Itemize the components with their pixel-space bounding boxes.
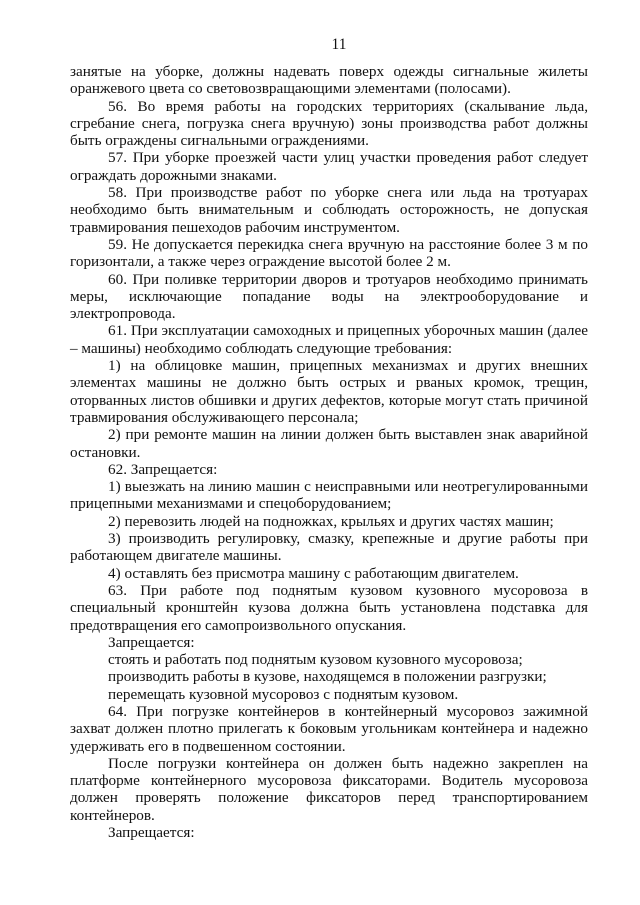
paragraph: производить работы в кузове, находящемся в положении разгрузки;: [108, 668, 547, 686]
paragraph: 58. При производстве работ по уборке снега или льда на тротуарах необходимо быть внимательным и соблюдать осторожность, не допуская травмирования пешеходов рабочим инструментом.: [70, 184, 588, 236]
paragraph: 1) на облицовке машин, прицепных механизмах и других внешних элементах машины не должно быть острых и рваных кромок, трещин, оторванных листов обшивки и других дефектов, которые могут стать причиной травмирования обслуживающего персонала;: [70, 357, 588, 426]
paragraph: Запрещается:: [108, 824, 195, 842]
paragraph: 57. При уборке проезжей части улиц участки проведения работ следует ограждать дорожными знаками.: [70, 149, 588, 184]
paragraph: 60. При поливке территории дворов и тротуаров необходимо принимать меры, исключающие попадание воды на электрооборудование и электропровода.: [70, 270, 588, 323]
paragraph: 4) оставлять без присмотра машину с работающим двигателем.: [108, 564, 519, 582]
paragraph: Запрещается:: [108, 633, 195, 651]
paragraph: стоять и работать под поднятым кузовом кузовного мусоровоза;: [108, 651, 523, 669]
paragraph: занятые на уборке, должны надевать поверх одежды сигнальные жилеты оранжевого цвета со световозвращающими элементами (полосами).: [70, 63, 588, 98]
paragraph: 2) перевозить людей на подножках, крыльях и других частях машин;: [108, 512, 554, 530]
paragraph: 61. При эксплуатации самоходных и прицепных уборочных машин (далее – машины) необходимо соблюдать следующие требования:: [70, 322, 588, 357]
paragraph: После погрузки контейнера он должен быть надежно закреплен на платформе контейнерного мусоровоза фиксаторами. Водитель мусоровоза должен проверять положение фиксаторов перед транспортированием контейнеров.: [70, 754, 588, 824]
paragraph: 1) выезжать на линию машин с неисправными или неотрегулированными прицепными механизмами и спецоборудованием;: [70, 478, 588, 513]
paragraph: 2) при ремонте машин на линии должен быть выставлен знак аварийной остановки.: [70, 426, 588, 461]
paragraph: 3) производить регулировку, смазку, крепежные и другие работы при работающем двигателе машины.: [70, 530, 588, 565]
paragraph: 62. Запрещается:: [108, 460, 218, 478]
page-number: 11: [331, 36, 347, 53]
paragraph: перемещать кузовной мусоровоз с поднятым кузовом.: [108, 685, 459, 703]
paragraph: 63. При работе под поднятым кузовом кузовного мусоровоза в специальный кронштейн кузова должна быть установлена подставка для предотвращения его самопроизвольного опускания.: [70, 581, 588, 634]
paragraph: 56. Во время работы на городских территориях (скалывание льда, сгребание снега, погрузка снега вручную) зоны производства работ должны быть ограждены сигнальными ограждениями.: [70, 97, 588, 150]
paragraph: 64. При погрузке контейнеров в контейнерный мусоровоз зажимной захват должен плотно прилегать к боковым угольникам контейнера и надежно удерживать его в подвешенном состоянии.: [70, 702, 588, 755]
document-body: [70, 63, 588, 841]
paragraph: 59. Не допускается перекидка снега вручную на расстояние более 3 м по горизонтали, а также через ограждение высотой более 2 м.: [70, 235, 588, 271]
